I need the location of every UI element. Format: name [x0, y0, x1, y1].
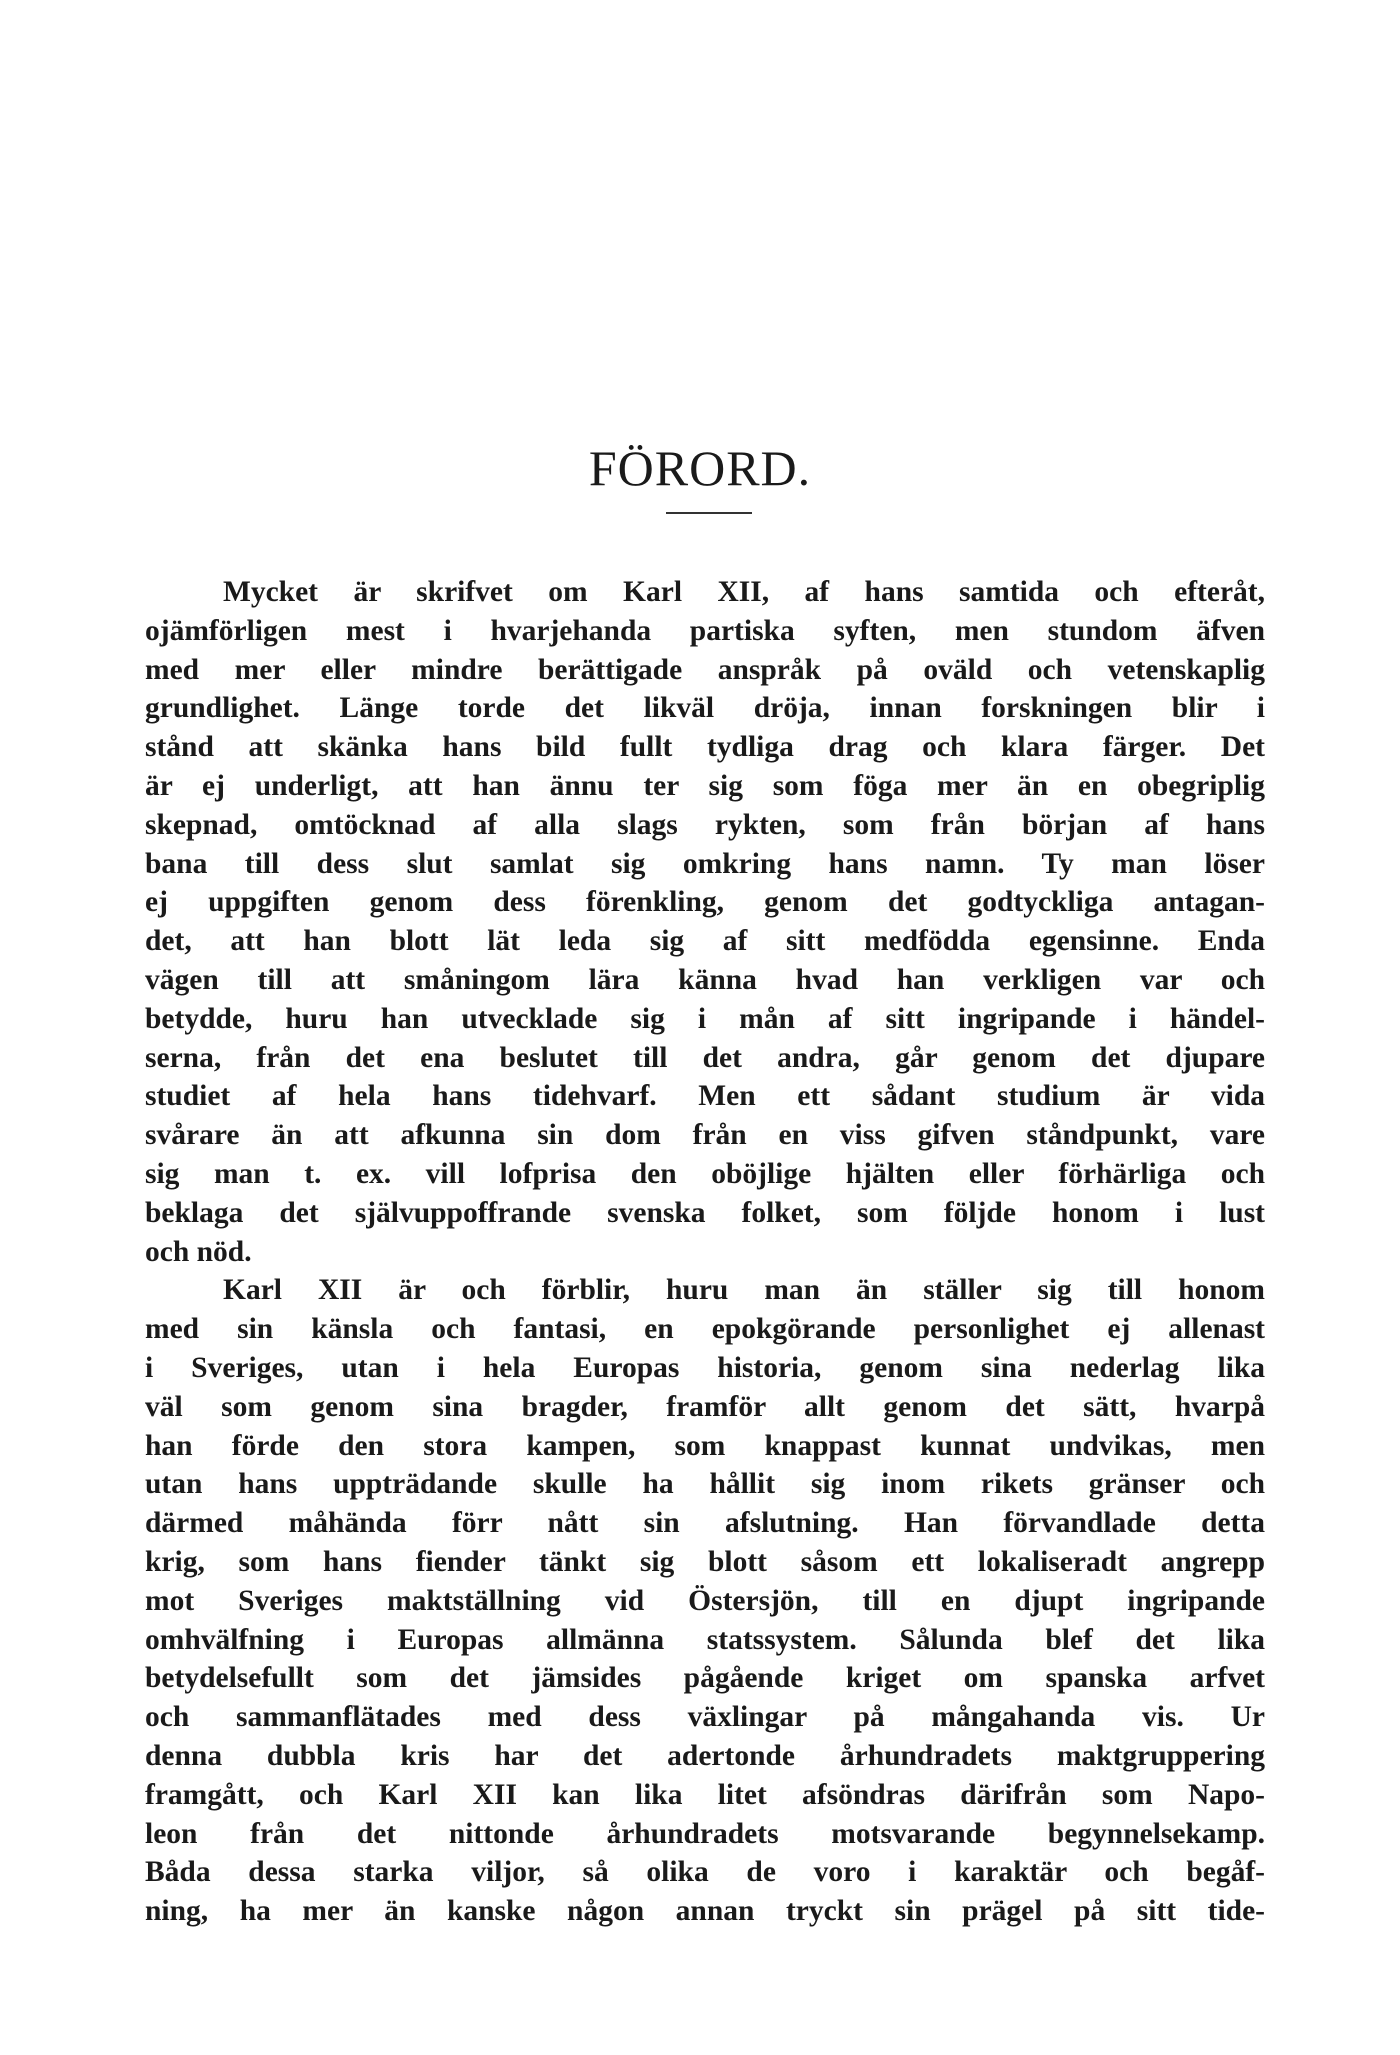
body-text [145, 573, 1265, 1931]
text-line: och sammanflätades med dess växlingar på mångahanda vis. Ur [145, 1701, 1265, 1734]
text-line: ning, ha mer än kanske någon annan tryckt sin prägel på sitt tide- [145, 1895, 1265, 1928]
text-line: i Sveriges, utan i hela Europas historia, genom sina nederlag lika [145, 1351, 1265, 1384]
text-line: bana till dess slut samlat sig omkring hans namn. Ty man löser [145, 847, 1265, 880]
text-line: väl som genom sina bragder, framför allt genom det sätt, hvarpå [145, 1390, 1265, 1423]
text-line: Mycket är skrifvet om Karl XII, af hans samtida och efteråt, [223, 576, 1265, 608]
text-line: skepnad, omtöcknad af alla slags rykten, som från början af hans [145, 808, 1265, 841]
text-line: med mer eller mindre berättigade anspråk på oväld och vetenskaplig [145, 653, 1265, 686]
text-line: utan hans uppträdande skulle ha hållit sig inom rikets gränser och [145, 1468, 1265, 1501]
text-line: svårare än att afkunna sin dom från en viss gifven ståndpunkt, vare [145, 1119, 1265, 1152]
text-line: sig man t. ex. vill lofprisa den oböjlige hjälten eller förhärliga och [145, 1157, 1265, 1190]
text-line: serna, från det ena beslutet till det andra, går genom det djupare [145, 1041, 1265, 1074]
text-line: ej uppgiften genom dess förenkling, genom det godtyckliga antagan- [145, 886, 1265, 919]
text-line: betydde, huru han utvecklade sig i mån af sitt ingripande i händel- [145, 1002, 1265, 1035]
page-title: FÖRORD. [588, 440, 812, 496]
text-line: leon från det nittonde århundradets motsvarande begynnelsekamp. [145, 1817, 1265, 1850]
text-line: därmed måhända förr nått sin afslutning. Han förvandlade detta [145, 1507, 1265, 1540]
text-line: det, att han blott lät leda sig af sitt medfödda egensinne. Enda [145, 925, 1265, 958]
text-line: och nöd. [145, 1235, 252, 1268]
text-line: vägen till att småningom lära känna hvad han verkligen var och [145, 963, 1265, 996]
text-line: omhvälfning i Europas allmänna statssystem. Sålunda blef det lika [145, 1623, 1265, 1656]
text-line: Båda dessa starka viljor, så olika de voro i karaktär och begåf- [145, 1856, 1265, 1889]
text-line: framgått, och Karl XII kan lika litet afsöndras därifrån som Napo- [145, 1778, 1265, 1811]
text-line: är ej underligt, att han ännu ter sig som föga mer än en obegriplig [145, 769, 1265, 802]
text-line: betydelsefullt som det jämsides pågående kriget om spanska arfvet [145, 1662, 1265, 1695]
title-rule [666, 512, 752, 514]
text-line: ojämförligen mest i hvarjehanda partiska syften, men stundom äfven [145, 614, 1265, 647]
text-line: stånd att skänka hans bild fullt tydliga drag och klara färger. Det [145, 731, 1265, 764]
text-line: grundlighet. Länge torde det likväl dröja, innan forskningen blir i [145, 692, 1265, 725]
text-line: denna dubbla kris har det adertonde århundradets maktgruppering [145, 1739, 1265, 1772]
text-line: han förde den stora kampen, som knappast kunnat undvikas, men [145, 1429, 1265, 1462]
text-line: med sin känsla och fantasi, en epokgörande personlighet ej allenast [145, 1313, 1265, 1346]
text-line: Karl XII är och förblir, huru man än ställer sig till honom [223, 1274, 1265, 1307]
text-line: studiet af hela hans tidehvarf. Men ett sådant studium är vida [145, 1080, 1265, 1113]
text-line: mot Sveriges maktställning vid Östersjön, till en djupt ingripande [145, 1584, 1265, 1617]
text-line: krig, som hans fiender tänkt sig blott såsom ett lokaliseradt angrepp [145, 1545, 1265, 1578]
text-line: beklaga det självuppoffrande svenska folket, som följde honom i lust [145, 1196, 1265, 1229]
